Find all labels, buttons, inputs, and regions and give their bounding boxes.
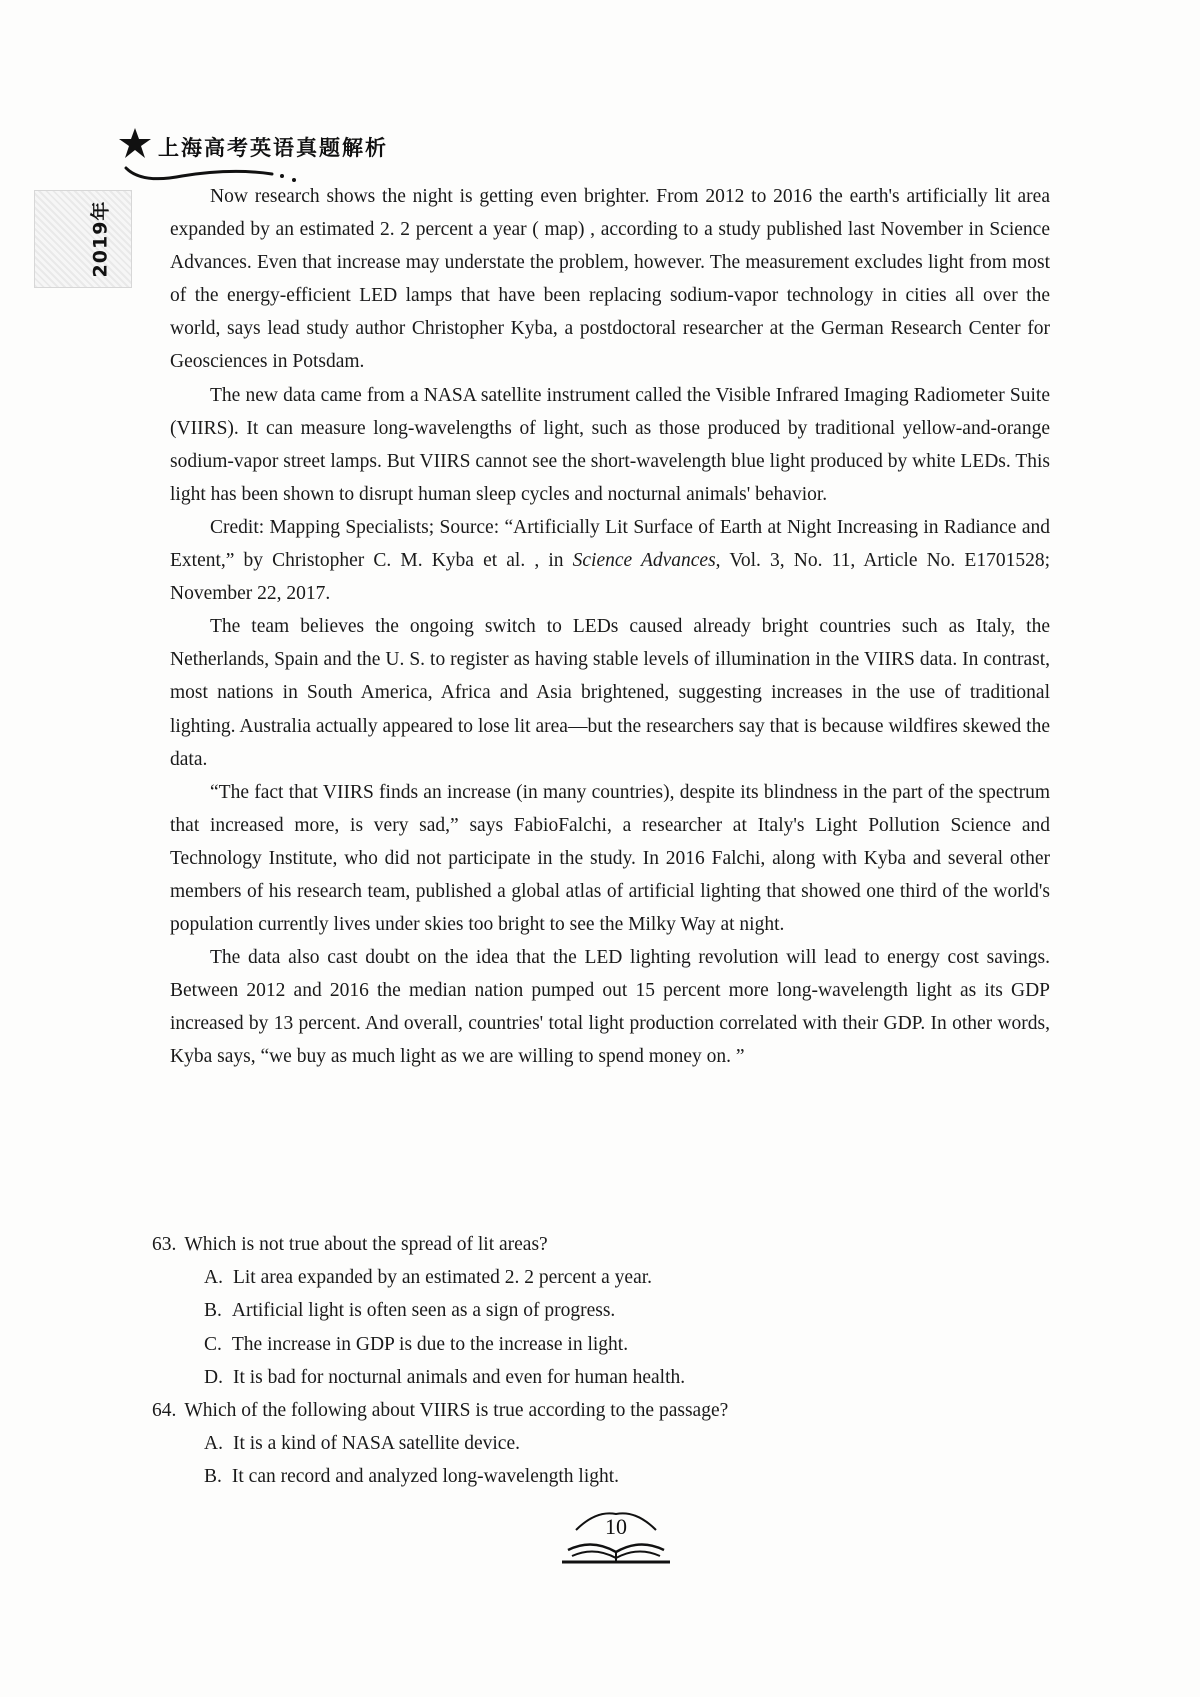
passage-paragraph-3: The team believes the ongoing switch to LEDs caused already bright countries such as Italy, the Netherlands, Spain and the U. S. to register as having stable levels of illumination in the VIIRS data. In contrast, most nations in South America, Africa and Asia brightened, suggesting increases in the use of traditional lighting. Australia actually appeared to lose lit area—but the researchers say that is because wildfires skewed the data.	[170, 616, 1050, 770]
reading-passage	[170, 180, 1050, 1074]
option-text: It is a kind of NASA satellite device.	[232, 1433, 520, 1455]
question-text: Which is not true about the spread of lit areas?	[184, 1234, 548, 1255]
answer-option[interactable]	[152, 1261, 1052, 1294]
option-letter: B.	[204, 1300, 222, 1322]
answer-option[interactable]	[152, 1460, 1052, 1493]
year-badge	[34, 190, 132, 288]
page-number: 10	[605, 1514, 627, 1539]
option-letter: B.	[204, 1466, 222, 1488]
option-text: It can record and analyzed long-wavelength light.	[231, 1466, 620, 1488]
question-text: Which of the following about VIIRS is true according to the passage?	[184, 1400, 729, 1422]
question-list	[152, 1228, 1052, 1494]
page-number-ornament	[556, 1508, 676, 1568]
page-header	[118, 126, 418, 186]
journal-name: Science Advances	[572, 550, 716, 572]
option-letter: C.	[204, 1333, 222, 1355]
option-text: Lit area expanded by an estimated 2. 2 percent a year.	[232, 1267, 653, 1289]
option-letter: D.	[204, 1366, 223, 1388]
option-letter: A.	[204, 1433, 223, 1455]
option-letter: A.	[204, 1267, 223, 1289]
answer-option[interactable]	[152, 1328, 1052, 1361]
question-stem	[152, 1228, 1052, 1261]
passage-paragraph-1: Now research shows the night is getting even brighter. From 2012 to 2016 the earth's artificially lit area expanded by an estimated 2. 2 percent a year ( map) , according to a study published last November in Science Advances. Even that increase may understate the problem, however. The measurement excludes light from most of the energy-efficient LED lamps that have been replacing sodium-vapor technology in cities all over the world, says lead study author Christopher Kyba, a postdoctoral researcher at the German Research Center for Geosciences in Potsdam.	[170, 186, 1050, 373]
passage-paragraph-4: “The fact that VIIRS finds an increase (in many countries), despite its blindness in the part of the spectrum that increased more, is very sad,” says FabioFalchi, a researcher at Italy's Light Pollution Science and Technology Institute, who did not participate in the study. In 2016 Falchi, along with Kyba and several other members of his research team, published a global atlas of artificial lighting that showed one third of the world's population currently lives under skies too bright to see the Milky Way at night.	[170, 781, 1050, 936]
option-text: It is bad for nocturnal animals and even for human health.	[232, 1366, 686, 1388]
question-64	[152, 1394, 1052, 1494]
answer-option[interactable]	[152, 1294, 1052, 1327]
option-text: The increase in GDP is due to the increase in light.	[231, 1333, 629, 1355]
passage-paragraph-2: The new data came from a NASA satellite instrument called the Visible Infrared Imaging Radiometer Suite (VIIRS). It can measure long-wavelengths of light, such as those produced by traditional yellow-and-orange sodium-vapor street lamps. But VIIRS cannot see the short-wavelength blue light produced by white LEDs. This light has been shown to disrupt human sleep cycles and nocturnal animals' behavior.	[170, 384, 1050, 505]
question-stem	[152, 1394, 1052, 1427]
year-label: 2019年	[89, 200, 112, 278]
question-63	[152, 1228, 1052, 1394]
answer-option[interactable]	[152, 1427, 1052, 1460]
option-text: Artificial light is often seen as a sign of progress.	[231, 1300, 616, 1322]
credit-text-before: Credit: Mapping Specialists; Source: “Artificially Lit Surface of Earth at Night Increasing in Radiance and Extent,” by Christopher C. M. Kyba et al. , in	[170, 516, 1050, 572]
question-number: 64.	[152, 1400, 177, 1422]
answer-option[interactable]	[152, 1361, 1052, 1394]
image-credit	[170, 511, 1050, 610]
passage-paragraph-5: The data also cast doubt on the idea that the LED lighting revolution will lead to energy cost savings. Between 2012 and 2016 the median nation pumped out 15 percent more long-wavelength light as its GDP increased by 13 percent. And overall, countries' total light production correlated with their GDP. In other words, Kyba says, “we buy as much light as we are willing to spend money on. ”	[170, 947, 1050, 1068]
credit-text-after: , Vol. 3, No. 11, Article No. E1701528; November 22, 2017.	[170, 550, 1051, 605]
header-title: 上海高考英语真题解析	[158, 136, 388, 160]
question-number: 63.	[152, 1234, 177, 1255]
